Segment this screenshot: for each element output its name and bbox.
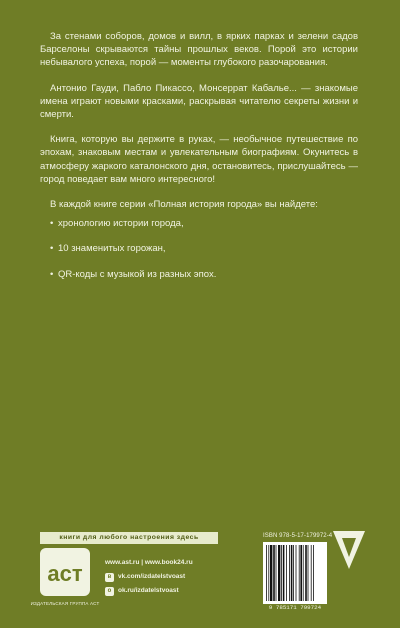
social-link-vk[interactable] bbox=[105, 570, 193, 584]
intro-paragraph: За стенами соборов, домов и вилл, в ярких парках и зелени садов Барселоны скрываются тайны прошлых веков. Порой это истории небывалого успеха, порой — моменты глубокого разочарования. bbox=[40, 31, 358, 69]
publisher-contacts bbox=[105, 556, 193, 598]
logo-text: аст bbox=[47, 561, 83, 586]
ok-icon: о bbox=[105, 587, 114, 596]
websites-line bbox=[105, 556, 193, 570]
list-item: • 10 знаменитых горожан, bbox=[50, 242, 358, 255]
book-description-paragraph: Книга, которую вы держите в руках, — необычное путешествие по эпохам, знаковым местам и увлекательным биографиям. Окунитесь в атмосферу жаркого каталонского дня, остановитесь, прислушайтесь — город поведает вам много интересного! bbox=[40, 134, 358, 185]
series-paragraph: В каждой книге серии «Полная история города» вы найдете: bbox=[50, 199, 318, 211]
v-logo-icon bbox=[331, 529, 367, 571]
list-item: • QR-коды с музыкой из разных эпох. bbox=[50, 268, 358, 281]
websites-text[interactable]: www.ast.ru | www.book24.ru bbox=[105, 559, 193, 566]
list-item: • хронологию истории города, bbox=[50, 217, 358, 230]
social-link-text: vk.com/izdatelstvoast bbox=[118, 573, 186, 580]
isbn: ISBN 978-5-17-179972-4 bbox=[263, 533, 333, 539]
barcode-digits: 9 785171 799724 bbox=[268, 604, 322, 611]
tagline-banner: книги для любого настроения здесь bbox=[40, 532, 218, 544]
ast-logo bbox=[40, 548, 90, 596]
social-link-ok[interactable] bbox=[105, 584, 193, 598]
figures-paragraph: Антонио Гауди, Пабло Пикассо, Монсеррат Кабалье... — знакомые имена играют новыми красками, раскрывая читателю секреты жизни и смерти. bbox=[40, 82, 358, 121]
vk-icon: в bbox=[105, 573, 114, 582]
publisher-name: ИЗДАТЕЛЬСКАЯ ГРУППА АСТ bbox=[30, 601, 100, 606]
barcode bbox=[263, 542, 327, 604]
social-link-text: ok.ru/izdatelstvoast bbox=[118, 587, 179, 594]
back-cover-text bbox=[40, 30, 358, 293]
